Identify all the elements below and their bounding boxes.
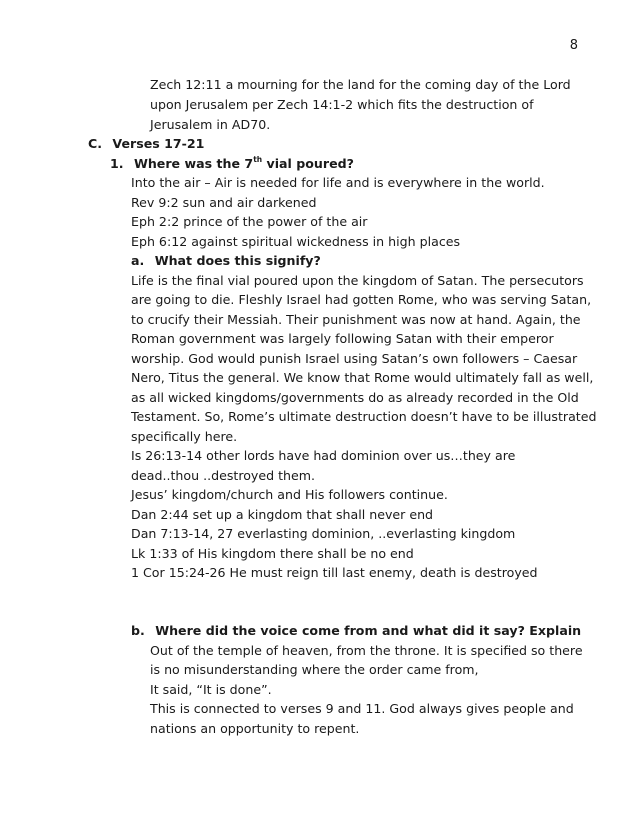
intro-line: Jerusalem in AD70. — [150, 117, 271, 132]
question-1-line: Into the air – Air is needed for life and is everywhere in the world. — [131, 175, 545, 190]
page-number: 8 — [569, 38, 578, 53]
answer-a-line: dead..thou ..destroyed them. — [131, 468, 316, 483]
answer-b-line: It said, “It is done”. — [150, 682, 272, 697]
subquestion-a-heading — [131, 251, 321, 271]
section-c-title: Verses 17-21 — [112, 136, 205, 151]
question-1-number: 1. — [110, 156, 124, 171]
subquestion-a-marker: a. — [131, 253, 145, 268]
answer-a-line: Lk 1:33 of His kingdom there shall be no end — [131, 546, 414, 561]
answer-a-line: as all wicked kingdoms/governments do as already recorded in the Old — [131, 390, 579, 405]
answer-b-line: is no misunderstanding where the order came from, — [150, 662, 479, 677]
answer-a-line: Nero, Titus the general. We know that Rome would ultimately fall as well, — [131, 370, 594, 385]
subquestion-a-title: What does this signify? — [154, 253, 321, 268]
answer-b-line: Out of the temple of heaven, from the throne. It is specified so there — [150, 643, 583, 658]
intro-line: upon Jerusalem per Zech 14:1-2 which fits the destruction of — [150, 97, 534, 112]
answer-a-line: to crucify their Messiah. Their punishment was now at hand. Again, the — [131, 312, 581, 327]
intro-line: Zech 12:11 a mourning for the land for the coming day of the Lord — [150, 77, 571, 92]
question-1-heading — [110, 154, 354, 174]
answer-a-line: Testament. So, Rome’s ultimate destruction doesn’t have to be illustrated — [131, 409, 597, 424]
answer-a-line: Life is the final vial poured upon the kingdom of Satan. The persecutors — [131, 273, 584, 288]
question-1-line: Eph 6:12 against spiritual wickedness in high places — [131, 234, 461, 249]
question-1-line: Eph 2:2 prince of the power of the air — [131, 214, 368, 229]
answer-a-line: worship. God would punish Israel using Satan’s own followers – Caesar — [131, 351, 578, 366]
answer-b-line: This is connected to verses 9 and 11. God always gives people and — [150, 701, 574, 716]
answer-a-line: Dan 7:13-14, 27 everlasting dominion, ..everlasting kingdom — [131, 526, 516, 541]
answer-a-line: are going to die. Fleshly Israel had gotten Rome, who was serving Satan, — [131, 292, 592, 307]
answer-a-line: Jesus’ kingdom/church and His followers continue. — [131, 487, 448, 502]
answer-a-line: Dan 2:44 set up a kingdom that shall never end — [131, 507, 434, 522]
answer-a-line: Roman government was largely following Satan with their emperor — [131, 331, 554, 346]
answer-b-line: nations an opportunity to repent. — [150, 721, 360, 736]
section-c-heading — [88, 134, 204, 154]
subquestion-b-title: Where did the voice come from and what did it say? Explain — [155, 623, 582, 638]
answer-a-line: 1 Cor 15:24-26 He must reign till last enemy, death is destroyed — [131, 565, 538, 580]
subquestion-b-heading — [131, 621, 581, 641]
subquestion-b-marker: b. — [131, 623, 145, 638]
section-c-marker: C. — [88, 136, 103, 151]
answer-a-line: specifically here. — [131, 429, 238, 444]
question-1-line: Rev 9:2 sun and air darkened — [131, 195, 317, 210]
answer-a-line: Is 26:13-14 other lords have had dominion over us…they are — [131, 448, 516, 463]
question-1-title: Where was the 7th vial poured? — [133, 155, 354, 171]
